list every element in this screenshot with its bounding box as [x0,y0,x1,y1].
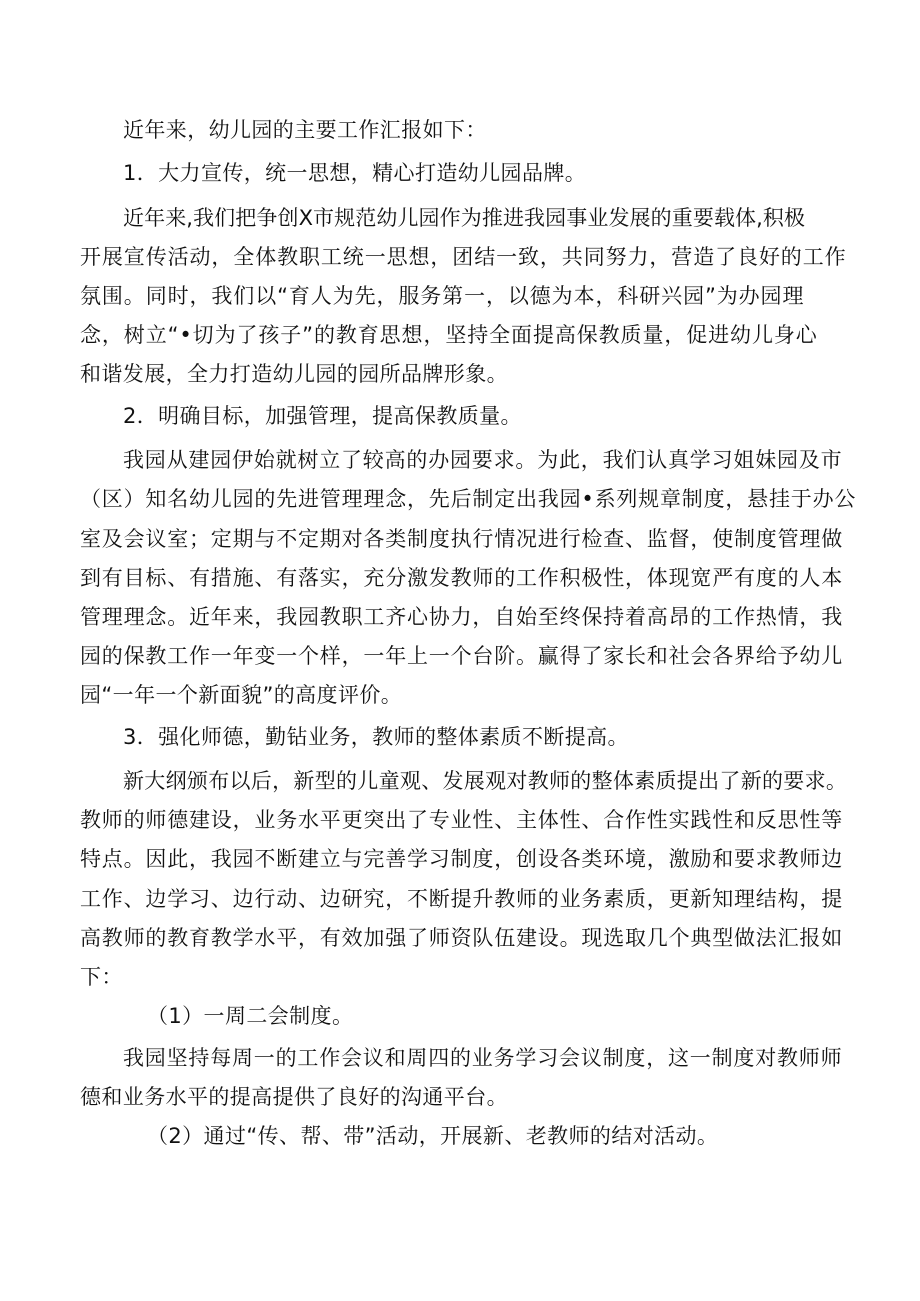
paragraph-line: 念，树立“•切为了孩子”的教育思想，坚持全面提高保教质量，促进幼儿身心 [80,323,818,347]
paragraph-line: 近年来,我们把争创X市规范幼儿园作为推进我园事业发展的重要载体,积极 [123,206,806,230]
subsection-heading-1: （1）一周二会制度。 [147,1004,354,1028]
paragraph-line: 德和业务水平的提高提供了良好的沟通平台。 [80,1085,508,1109]
section-heading-1: 1．大力宣传，统一思想，精心打造幼儿园品牌。 [123,161,587,185]
intro-line: 近年来，幼儿园的主要工作汇报如下： [123,118,487,142]
paragraph-line: 我园坚持每周一的工作会议和周四的业务学习会议制度，这一制度对教师师 [123,1046,843,1070]
section-heading-3: 3．强化师德，勤钻业务，教师的整体素质不断提高。 [123,725,629,749]
subsection-heading-2: （2）通过“传、帮、带”活动，开展新、老教师的结对活动。 [147,1124,719,1148]
paragraph-line: 我园从建园伊始就树立了较高的办园要求。为此，我们认真学习姐妹园及市 [123,448,843,472]
paragraph-line: 高教师的教育教学水平，有效加强了师资队伍建设。现选取几个典型做法汇报如 [80,926,843,950]
section-heading-2: 2．明确目标，加强管理，提高保教质量。 [123,404,522,428]
paragraph-line: 教师的师德建设，业务水平更突出了专业性、主体性、合作性实践性和反思性等 [80,808,843,832]
paragraph-line: 下： [80,965,123,989]
paragraph-line: 园“一年一个新面貌”的高度评价。 [80,683,403,707]
paragraph-line: 管理理念。近年来，我园教职工齐心协力，自始至终保持着高昂的工作热情，我 [80,605,843,629]
paragraph-line: 和谐发展，全力打造幼儿园的园所品牌形象。 [80,362,508,386]
paragraph-line: （区）知名幼儿园的先进管理理念，先后制定出我园•系列规章制度，悬挂于办公 [80,487,857,511]
paragraph-line: 氛围。同时，我们以“育人为先，服务第一，以德为本，科研兴园”为办园理 [80,284,805,308]
paragraph-line: 园的保教工作一年变一个样，一年上一个台阶。赢得了家长和社会各界给予幼儿 [80,644,843,668]
paragraph-line: 到有目标、有措施、有落实，充分激发教师的工作积极性，体现宽严有度的人本 [80,566,843,590]
paragraph-line: 特点。因此，我园不断建立与完善学习制度，创设各类环境，激励和要求教师边 [80,847,843,871]
paragraph-line: 工作、边学习、边行动、边研究，不断提升教师的业务素质，更新知理结构，提 [80,887,843,911]
paragraph-line: 新大纲颁布以后，新型的儿童观、发展观对教师的整体素质提出了新的要求。 [123,769,848,793]
paragraph-line: 室及会议室；定期与不定期对各类制度执行情况进行检查、监督，使制度管理做 [80,527,843,551]
paragraph-line: 开展宣传活动，全体教职工统一思想，团结一致，共同努力，营造了良好的工作 [80,245,847,269]
